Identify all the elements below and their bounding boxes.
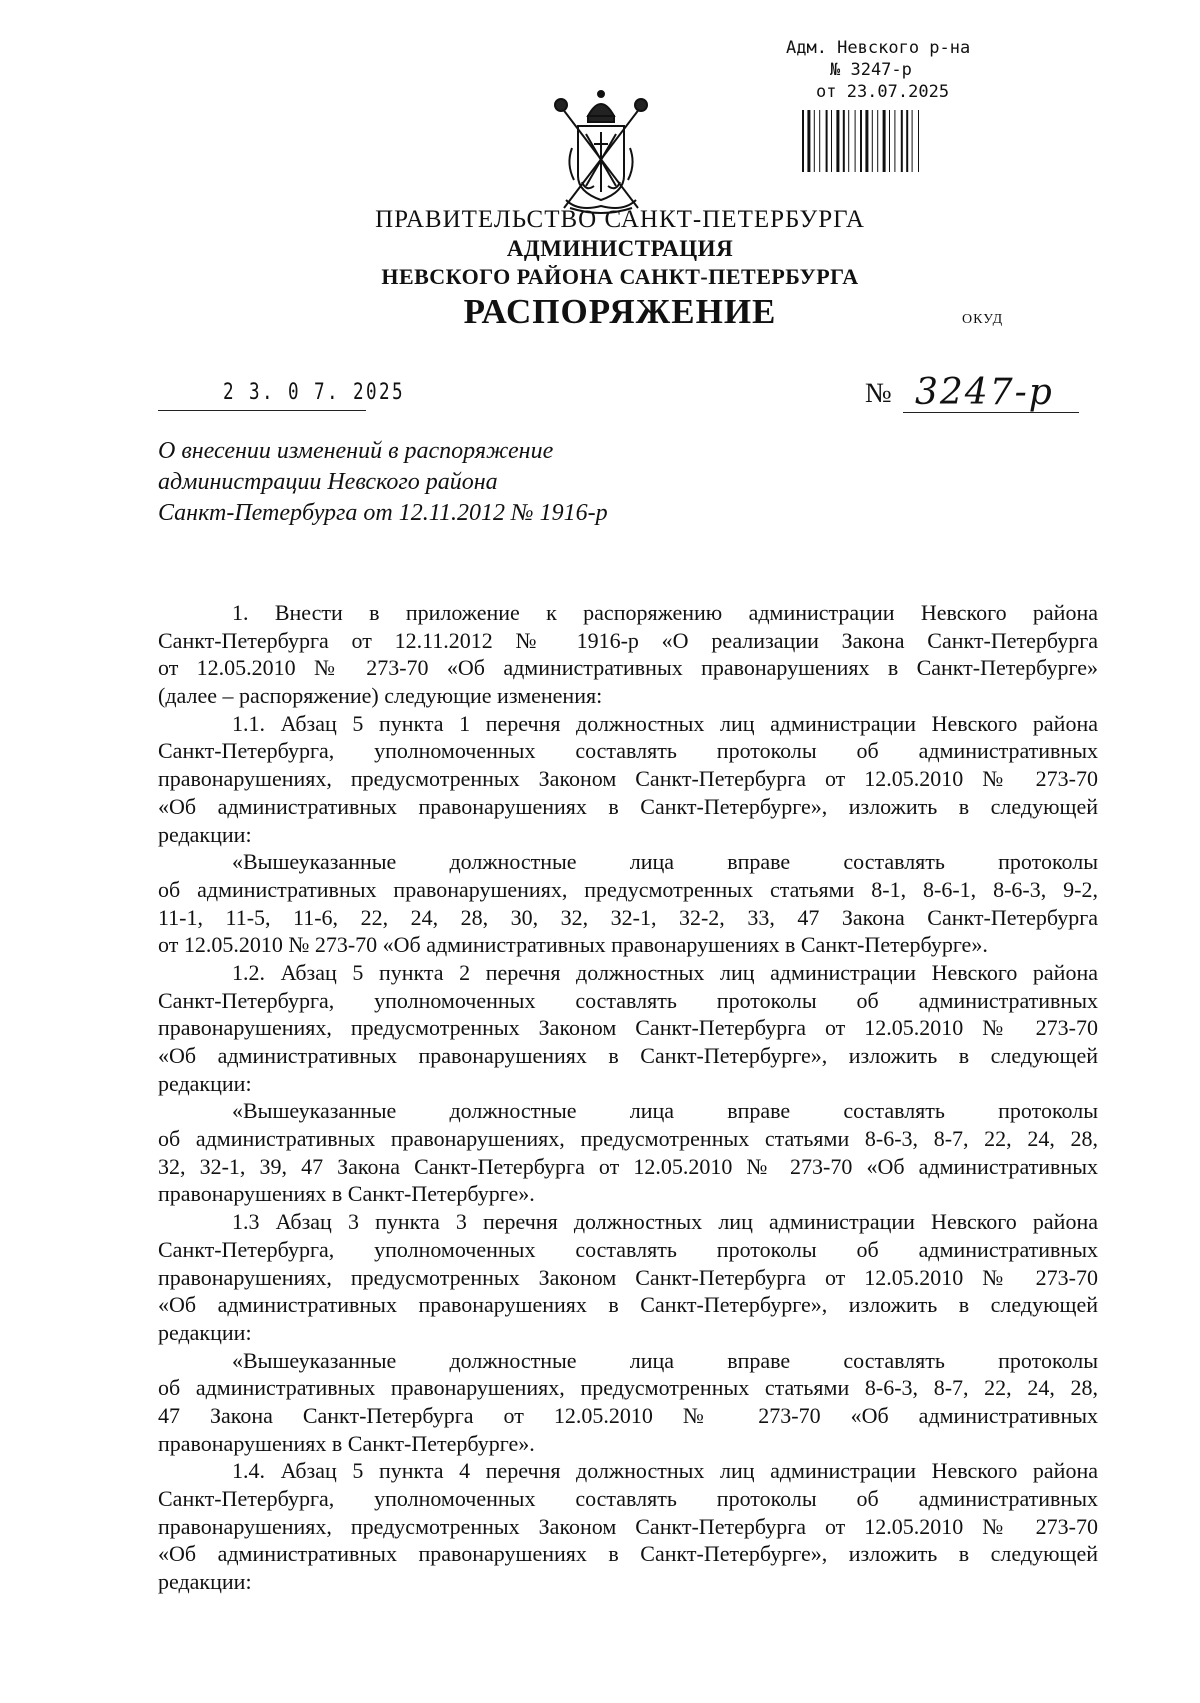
body-line: 47 Закона Санкт-Петербурга от 12.05.2010 № 273-70 «Об административных — [158, 1402, 1098, 1428]
coat-of-arms-icon — [548, 88, 654, 216]
body-line: правонарушениях, предусмотренных Законом Санкт-Петербурга от 12.05.2010 № 273-70 — [158, 1264, 1098, 1290]
body-line: Санкт-Петербурга, уполномоченных составлять протоколы об административных — [158, 738, 1098, 764]
body-line: от 12.05.2010 № 273-70 «Об административных правонарушениях в Санкт-Петербурге» — [158, 655, 1098, 681]
body-line: 11-1, 11-5, 11-6, 22, 24, 28, 30, 32, 32-1, 32-2, 33, 47 Закона Санкт-Петербурга — [158, 904, 1098, 930]
body-line: (далее – распоряжение) следующие изменения: — [158, 683, 603, 709]
number-underline — [903, 412, 1079, 413]
body-line: об административных правонарушениях, предусмотренных статьями 8-6-3, 8-7, 22, 24, 28, — [158, 1375, 1098, 1401]
body-line: правонарушениях, предусмотренных Законом Санкт-Петербурга от 12.05.2010 № 273-70 — [158, 1015, 1098, 1041]
body-line: правонарушениях в Санкт-Петербурге». — [158, 1181, 535, 1207]
body-line: 1.4. Абзац 5 пункта 4 перечня должностных лиц администрации Невского района — [232, 1458, 1098, 1484]
document-body — [158, 599, 1098, 1596]
body-line: «Вышеуказанные должностные лица вправе составлять протоколы — [232, 849, 1098, 875]
document-subject — [158, 436, 678, 529]
body-line: редакции: — [158, 821, 252, 847]
body-line: 1.1. Абзац 5 пункта 1 перечня должностных лиц администрации Невского района — [232, 710, 1098, 736]
body-line: «Вышеуказанные должностные лица вправе составлять протоколы — [232, 1347, 1098, 1373]
barcode-icon — [800, 110, 960, 172]
subject-line: Санкт-Петербурга от 12.11.2012 № 1916-р — [158, 500, 608, 526]
body-line: «Об административных правонарушениях в Санкт-Петербурге», изложить в следующей — [158, 1292, 1098, 1318]
document-type: РАСПОРЯЖЕНИЕ — [463, 292, 777, 331]
body-line: редакции: — [158, 1569, 252, 1595]
body-line: 1.2. Абзац 5 пункта 2 перечня должностных лиц администрации Невского района — [232, 959, 1098, 985]
number-sign: № — [865, 378, 892, 409]
subject-line: администрации Невского района — [158, 469, 498, 495]
body-line: Санкт-Петербурга, уполномоченных составлять протоколы об административных — [158, 987, 1098, 1013]
body-line: «Об административных правонарушениях в Санкт-Петербурге», изложить в следующей — [158, 793, 1098, 819]
body-line: Санкт-Петербурга, уполномоченных составлять протоколы об административных — [158, 1486, 1098, 1511]
body-line: редакции: — [158, 1070, 252, 1096]
document-number: 3247-р — [915, 372, 1054, 413]
body-line: Санкт-Петербурга от 12.11.2012 № 1916-р «О реализации Закона Санкт-Петербурга — [158, 627, 1098, 653]
stamp-date: от 23.07.2025 — [816, 82, 950, 102]
administration-title: АДМИНИСТРАЦИЯ — [506, 236, 734, 261]
body-line: 1. Внести в приложение к распоряжению администрации Невского района — [232, 600, 1098, 625]
body-line: об административных правонарушениях, предусмотренных статьями 8-6-3, 8-7, 22, 24, 28, — [158, 1126, 1098, 1152]
okud-label: ОКУД — [962, 312, 1004, 327]
body-line: 1.3 Абзац 3 пункта 3 перечня должностных лиц администрации Невского района — [232, 1209, 1098, 1235]
district-title: НЕВСКОГО РАЙОНА САНКТ-ПЕТЕРБУРГА — [381, 264, 859, 289]
body-line: «Об административных правонарушениях в Санкт-Петербурге», изложить в следующей — [158, 1541, 1098, 1567]
date-underline — [158, 410, 366, 411]
body-line: 32, 32-1, 39, 47 Закона Санкт-Петербурга от 12.05.2010 № 273-70 «Об административных — [158, 1153, 1098, 1179]
subject-line: О внесении изменений в распоряжение — [158, 438, 554, 464]
body-line: об административных правонарушениях, предусмотренных статьями 8-1, 8-6-1, 8-6-3, 9-2, — [158, 876, 1098, 902]
stamp-number: № 3247-р — [830, 60, 912, 80]
body-line: «Вышеуказанные должностные лица вправе составлять протоколы — [232, 1098, 1098, 1124]
body-line: «Об административных правонарушениях в Санкт-Петербурге», изложить в следующей — [158, 1043, 1098, 1068]
body-line: редакции: — [158, 1319, 252, 1345]
body-line: правонарушениях, предусмотренных Законом Санкт-Петербурга от 12.05.2010 № 273-70 — [158, 766, 1098, 792]
stamp-organization: Адм. Невского р-на — [786, 38, 971, 58]
government-title: ПРАВИТЕЛЬСТВО САНКТ-ПЕТЕРБУРГА — [375, 206, 865, 233]
document-date: 2 3. 0 7. 2025 — [223, 380, 405, 405]
body-line: правонарушениях, предусмотренных Законом Санкт-Петербурга от 12.05.2010 № 273-70 — [158, 1513, 1098, 1539]
body-line: Санкт-Петербурга, уполномоченных составлять протоколы об административных — [158, 1236, 1098, 1262]
body-line: правонарушениях в Санкт-Петербурге». — [158, 1430, 535, 1456]
body-line: от 12.05.2010 № 273-70 «Об административных правонарушениях в Санкт-Петербурге». — [158, 932, 988, 958]
